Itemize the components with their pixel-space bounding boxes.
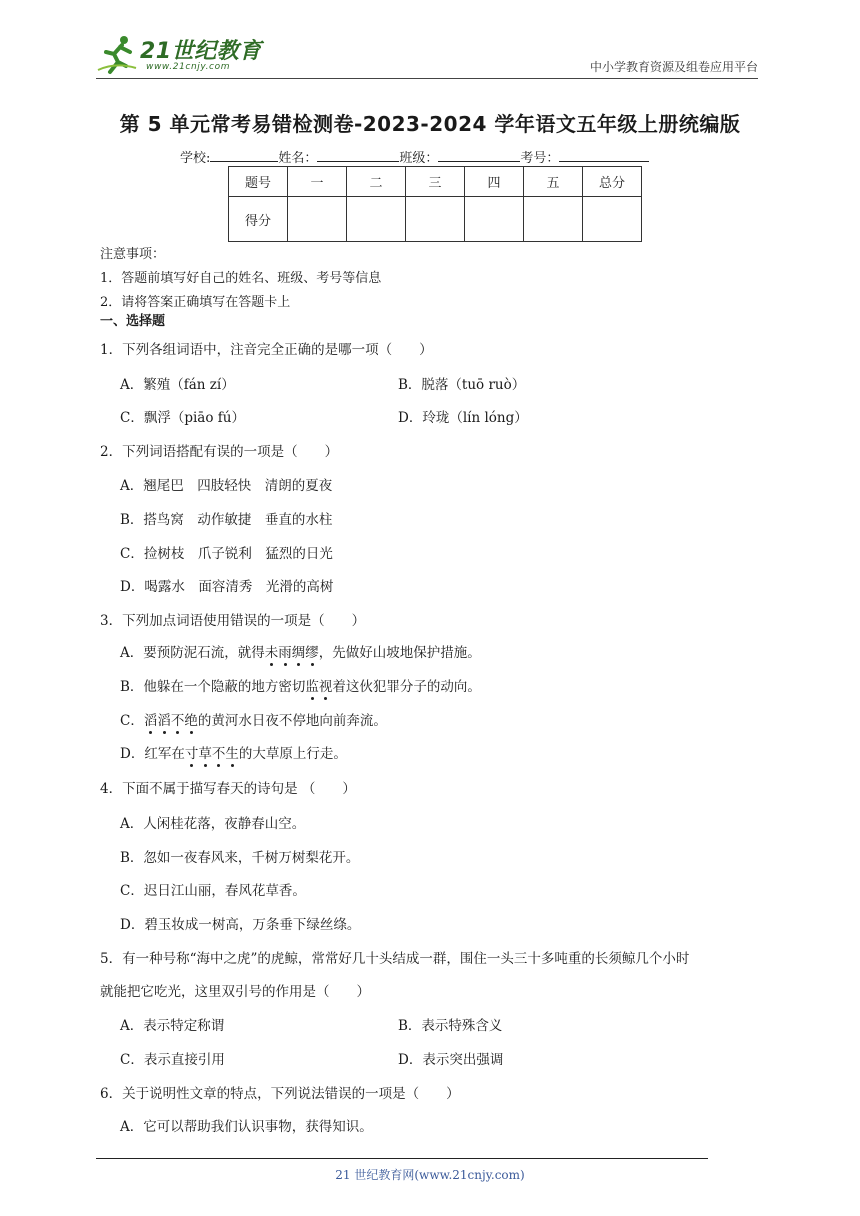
school-label: 学校: — [180, 151, 211, 166]
name-blank[interactable] — [317, 149, 399, 162]
dotted-char: 绸 — [292, 641, 306, 661]
option-item[interactable]: C．飘浮（piāo fú） — [120, 410, 245, 426]
table-header-cell: 一 — [288, 167, 347, 197]
score-cell[interactable] — [406, 197, 465, 242]
page-footer: 21 世纪教育网(www.21cnjy.com) — [335, 1168, 525, 1182]
table-header-cell: 总分 — [583, 167, 642, 197]
table-header-cell: 题号 — [229, 167, 288, 197]
class-blank[interactable] — [438, 149, 520, 162]
score-cell[interactable] — [524, 197, 583, 242]
logo — [96, 32, 266, 76]
page-header — [96, 32, 758, 79]
footer-divider — [96, 1158, 708, 1159]
option-item[interactable] — [120, 709, 387, 729]
option-item[interactable]: C．捡树枝 爪子锐利 猛烈的日光 — [120, 546, 333, 562]
option-item[interactable]: D．表示突出强调 — [398, 1052, 504, 1068]
score-row-label: 得分 — [229, 197, 288, 242]
dotted-word — [265, 645, 319, 661]
option-item[interactable]: B．脱落（tuō ruò） — [398, 377, 526, 393]
score-table-header-row — [229, 167, 642, 197]
platform-label: 中小学教育资源及组卷应用平台 — [589, 60, 758, 74]
dotted-char: 不 — [212, 742, 226, 762]
dotted-char: 缪 — [305, 641, 319, 661]
dotted-char: 未 — [265, 641, 279, 661]
dotted-char: 滔 — [144, 709, 158, 729]
table-header-cell: 三 — [406, 167, 465, 197]
question-stem-cont: 就能把它吃光，这里双引号的作用是（ ） — [100, 984, 370, 1000]
school-blank[interactable] — [210, 149, 278, 162]
note-item: 1．答题前填写好自己的姓名、班级、考号等信息 — [100, 271, 382, 286]
dotted-char: 雨 — [278, 641, 292, 661]
option-item[interactable]: D．喝露水 面容清秀 光滑的高树 — [120, 579, 334, 595]
option-item[interactable]: B．搭鸟窝 动作敏捷 垂直的水柱 — [120, 512, 333, 528]
dotted-word — [144, 713, 198, 729]
notes-heading: 注意事项： — [100, 247, 166, 262]
logo-url: www.21cnjy.com — [146, 62, 231, 72]
dotted-char: 滔 — [157, 709, 171, 729]
score-table — [228, 166, 642, 242]
exam-no-label: 考号： — [520, 151, 560, 166]
option-text: C． — [120, 713, 144, 729]
dotted-word — [185, 746, 239, 762]
option-item[interactable] — [120, 742, 347, 762]
dotted-word — [305, 679, 332, 695]
exam-no-blank[interactable] — [559, 149, 649, 162]
table-header-cell: 五 — [524, 167, 583, 197]
score-table-score-row — [229, 197, 642, 242]
dotted-char: 监 — [305, 675, 319, 695]
option-item[interactable]: C．表示直接引用 — [120, 1052, 225, 1068]
table-header-cell: 四 — [465, 167, 524, 197]
section-heading: 一、选择题 — [100, 314, 166, 329]
option-item[interactable]: B．表示特殊含义 — [398, 1018, 503, 1034]
note-item: 2．请将答案正确填写在答题卡上 — [100, 295, 291, 310]
question-stem: 1．下列各组词语中，注音完全正确的是哪一项（ ） — [100, 342, 433, 358]
question-stem: 3．下列加点词语使用错误的一项是（ ） — [100, 613, 366, 629]
logo-text: 21世纪教育 — [140, 39, 262, 64]
dotted-char: 生 — [225, 742, 239, 762]
option-item[interactable]: A．人闲桂花落，夜静春山空。 — [120, 816, 306, 832]
dotted-char: 视 — [319, 675, 333, 695]
option-text: ，先做好山坡地保护措施。 — [318, 645, 481, 661]
option-item[interactable] — [120, 641, 481, 661]
option-item[interactable] — [120, 675, 481, 695]
option-item[interactable]: D．碧玉妆成一树高，万条垂下绿丝绦。 — [120, 917, 361, 933]
dotted-char: 寸 — [185, 742, 199, 762]
option-item[interactable]: A．表示特定称谓 — [120, 1018, 225, 1034]
class-label: 班级： — [399, 151, 439, 166]
question-stem: 6．关于说明性文章的特点，下列说法错误的一项是（ ） — [100, 1086, 460, 1102]
table-header-cell: 二 — [347, 167, 406, 197]
option-text: 的黄河水日夜不停地向前奔流。 — [197, 713, 387, 729]
option-item[interactable]: C．迟日江山丽，春风花草香。 — [120, 883, 306, 899]
option-item[interactable]: A．繁殖（fán zí） — [120, 377, 235, 393]
question-stem: 4．下面不属于描写春天的诗句是 （ ） — [100, 781, 356, 797]
student-info-line — [180, 147, 649, 166]
option-item[interactable]: B．忽如一夜春风来，千树万树梨花开。 — [120, 850, 360, 866]
dotted-char: 草 — [198, 742, 212, 762]
option-text: 着这伙犯罪分子的动向。 — [332, 679, 481, 695]
notes — [100, 243, 381, 315]
score-cell[interactable] — [465, 197, 524, 242]
score-cell[interactable] — [288, 197, 347, 242]
dotted-char: 不 — [171, 709, 185, 729]
score-cell[interactable] — [583, 197, 642, 242]
score-cell[interactable] — [347, 197, 406, 242]
option-text: B．他躲在一个隐蔽的地方密切 — [120, 679, 306, 695]
question-stem: 2．下列词语搭配有误的一项是（ ） — [100, 444, 339, 460]
page-title: 第 5 单元常考易错检测卷-2023-2024 学年语文五年级上册统编版 — [119, 112, 741, 136]
option-text: A．要预防泥石流，就得 — [120, 645, 265, 661]
option-item[interactable]: A．翘尾巴 四肢轻快 清朗的夏夜 — [120, 478, 333, 494]
option-text: D．红军在 — [120, 746, 185, 762]
runner-icon — [96, 32, 140, 76]
question-stem: 5．有一种号称“海中之虎”的虎鲸，常常好几十头结成一群，围住一头三十多吨重的长须鲸几个小时 — [100, 951, 690, 967]
dotted-char: 绝 — [184, 709, 198, 729]
name-label: 姓名： — [278, 151, 318, 166]
option-item[interactable]: D．玲珑（lín lóng） — [398, 410, 528, 426]
option-item[interactable]: A．它可以帮助我们认识事物，获得知识。 — [120, 1119, 373, 1135]
option-text: 的大草原上行走。 — [238, 746, 347, 762]
